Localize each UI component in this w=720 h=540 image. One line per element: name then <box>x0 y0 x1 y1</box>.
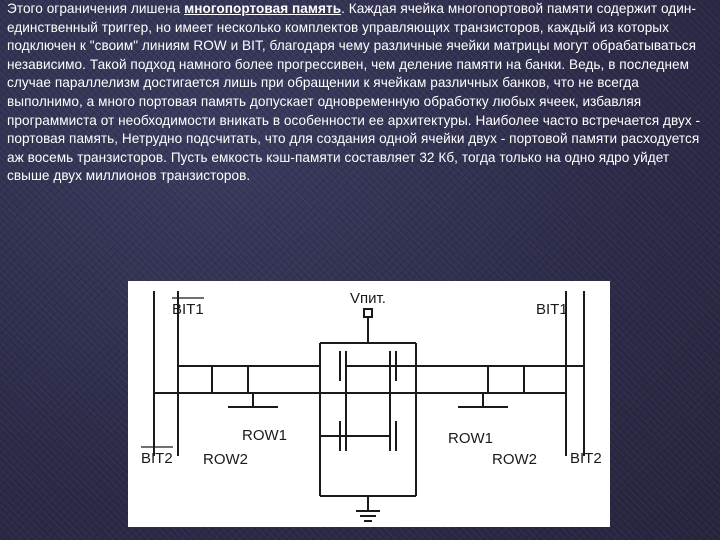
label-bit2-inverted: BIT2 <box>141 450 173 467</box>
label-row1-left: ROW1 <box>242 427 287 444</box>
paragraph-intro: Этого ограничения лишена многопортовая память. Каждая ячейка многопортовой памяти содержит один-единственный триггер, но имеет несколько комплектов управляющих транзисторов, каждый из которых подключен к "своим" линиям ROW и BIT, благодаря чему различные ячейки матрицы могут обрабатываться независимо. Такой подход намного более прогрессивен, чем деление памяти на банки. Ведь, в последнем случае параллелизм достигается лишь при обращении к ячейкам различных банков, что не всегда выполнимо, а много портовая память допускает одновременную обработку любых ячеек, избавляя программиста от необходимости вникать в особенности ее архитектуры. <box>7 1 697 128</box>
slide-text <box>7 0 713 186</box>
paragraph-two-port: Наиболее часто встречается двух - портовая память, Нетрудно подсчитать, что для создания одной ячейки двух - портовой памяти расходуется аж восемь транзисторов. <box>7 112 701 165</box>
paragraph-cache: Пусть емкость кэш-памяти составляет 32 Кб, тогда только на одно ядро уйдет свыше двух миллионов транзисторов. <box>7 149 670 184</box>
vdd-terminal <box>364 309 372 317</box>
label-bit1-inverted: BIT1 <box>172 301 204 318</box>
label-row1-right: ROW1 <box>448 430 493 447</box>
label-row2-right: ROW2 <box>492 451 537 468</box>
circuit-diagram <box>128 281 610 527</box>
label-bit1-right: BIT1 <box>536 301 568 318</box>
ground-symbol <box>356 511 380 521</box>
label-bit2-right: BIT2 <box>570 450 602 467</box>
bold-term: многопортовая память <box>184 1 342 16</box>
wires <box>154 291 584 511</box>
circuit-svg <box>128 281 610 527</box>
label-row2-left: ROW2 <box>203 451 248 468</box>
label-vpit: Vпит. <box>350 290 386 307</box>
